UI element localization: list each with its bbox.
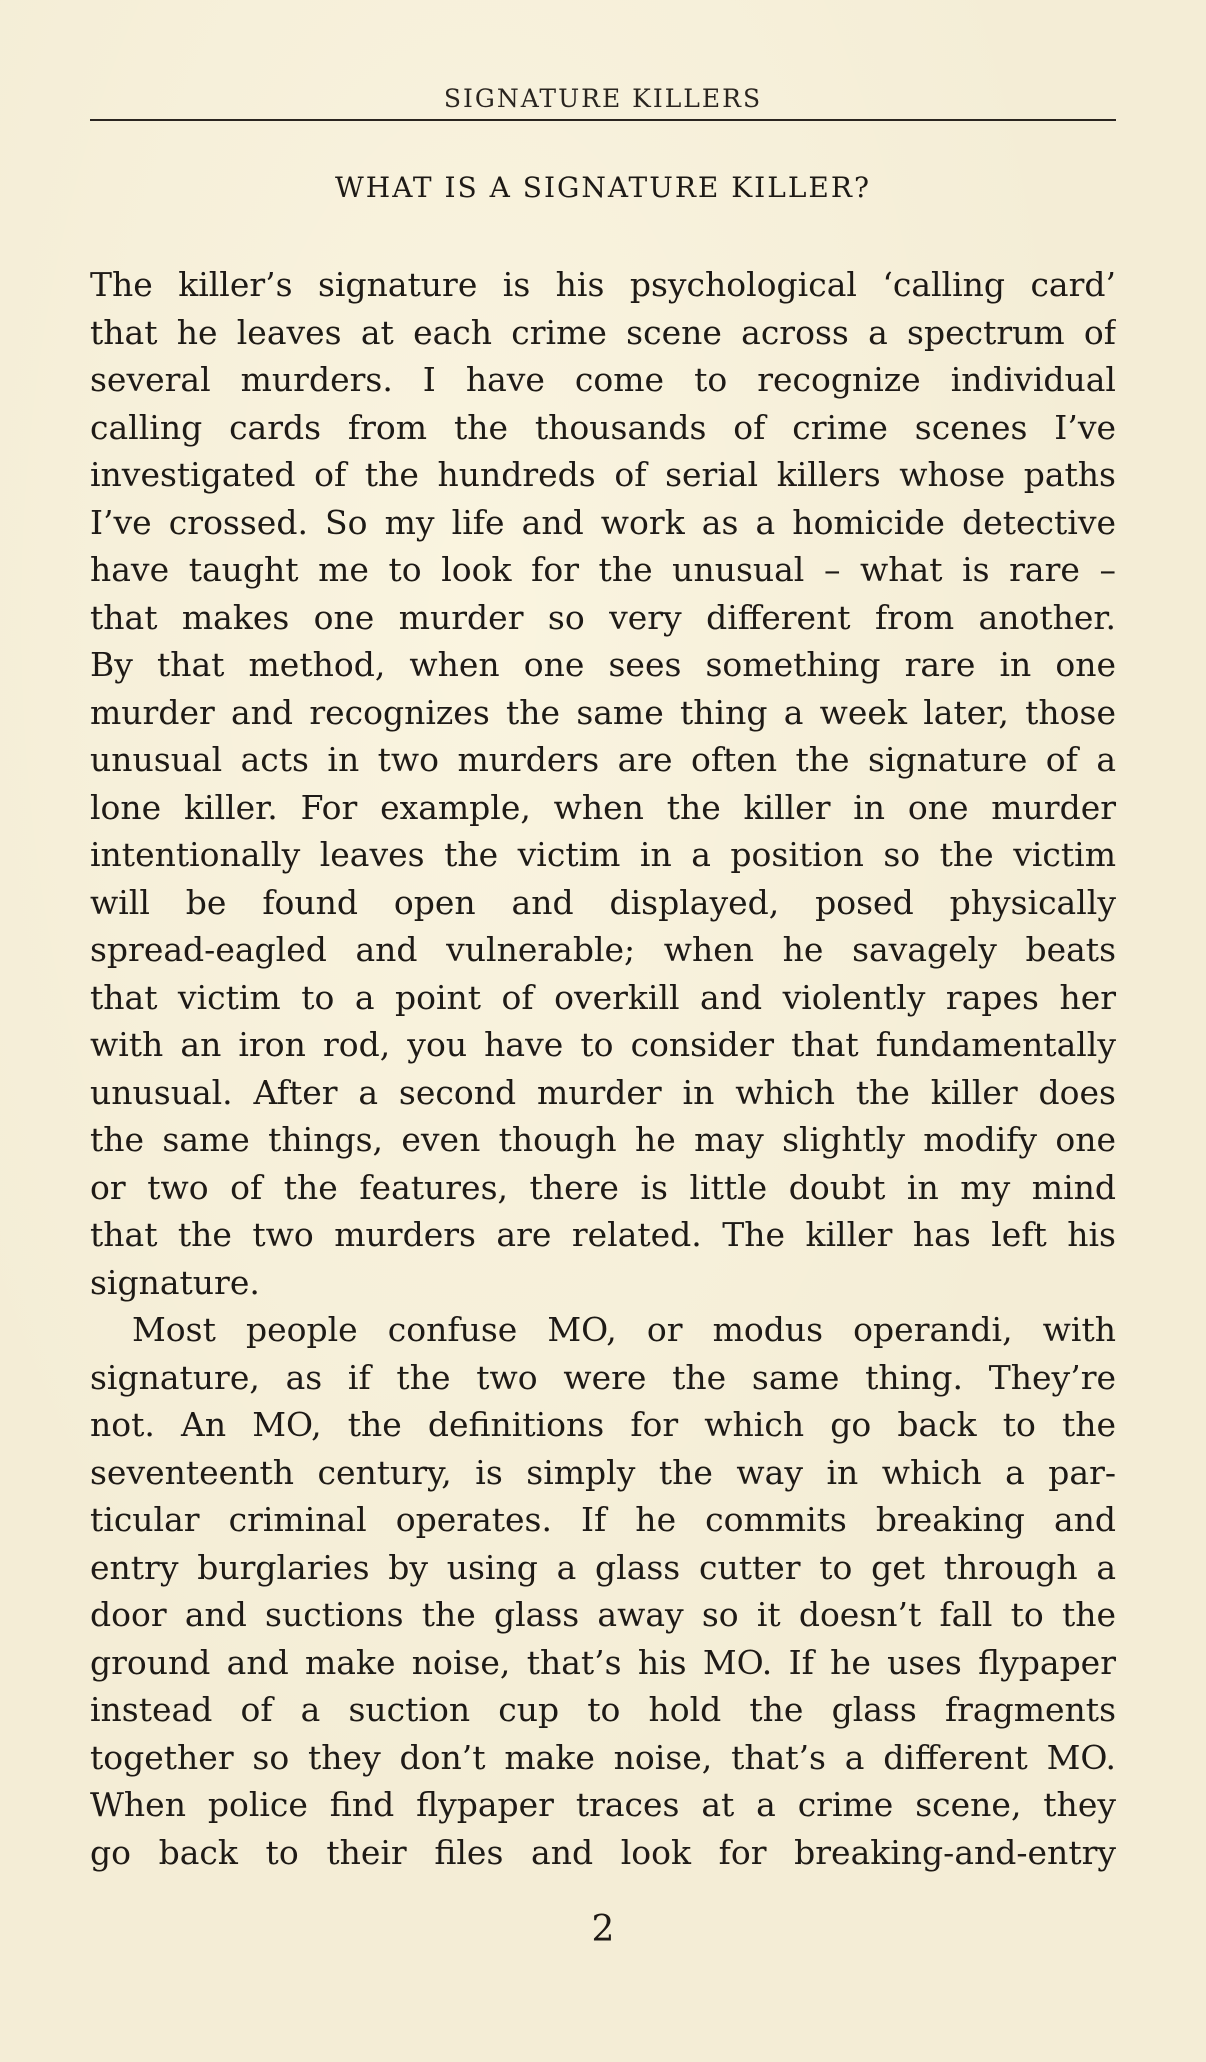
text-line: several murders. I have come to recognize individual [90,360,1116,399]
text-line: entry burglaries by using a glass cutter to get through a [90,1547,1116,1587]
text-line: murder and recognizes the same thing a week later, those [90,692,1116,732]
header-rule [90,119,1116,121]
body-text [90,261,1116,1876]
text-line: When police find flypaper traces at a crime scene, they [90,1785,1116,1824]
text-line: have taught me to look for the unusual – what is rare – [90,550,1116,589]
text-line: with an iron rod, you have to consider that fundamentally [90,1025,1116,1064]
text-line: that makes one murder so very different from another. [90,597,1116,637]
text-line: signature. [90,1262,260,1302]
text-line: calling cards from the thousands of crime scenes I’ve [90,407,1116,447]
paragraph-1 [90,261,1116,1306]
text-line: or two of the features, there is little doubt in my mind [90,1167,1116,1207]
paragraph-2 [90,1306,1116,1876]
text-line: that he leaves at each crime scene across a spectrum of [90,312,1116,352]
running-head: SIGNATURE KILLERS [443,84,763,113]
text-line: that victim to a point of overkill and violently rapes her [90,977,1116,1017]
text-line: intentionally leaves the victim in a position so the victim [90,835,1116,874]
text-line: together so they don’t make noise, that’s a different MO. [90,1737,1116,1777]
text-line: The killer’s signature is his psychological ‘calling card’ [90,265,1116,304]
text-line: spread-eagled and vulnerable; when he savagely beats [90,930,1116,969]
text-line: ticular criminal operates. If he commits breaking and [90,1500,1116,1539]
text-line: instead of a suction cup to hold the glass fragments [90,1690,1116,1729]
text-line: the same things, even though he may slightly modify one [90,1120,1116,1159]
text-line: signature, as if the two were the same thing. They’re [90,1357,1116,1397]
text-line: door and suctions the glass away so it doesn’t fall to the [90,1595,1116,1634]
section-title: WHAT IS A SIGNATURE KILLER? [335,171,871,204]
text-line: investigated of the hundreds of serial killers whose paths [90,455,1116,494]
text-line: unusual. After a second murder in which the killer does [90,1072,1116,1112]
page-number: 2 [591,1909,615,1950]
text-line: go back to their files and look for breaking-and-entry [90,1832,1116,1872]
text-line: ground and make noise, that’s his MO. If he uses flypaper [90,1642,1116,1682]
text-line: By that method, when one sees something rare in one [90,645,1116,684]
text-line: not. An MO, the definitions for which go back to the [90,1405,1116,1444]
text-line: Most people confuse MO, or modus operandi, with [132,1310,1116,1349]
text-line: lone killer. For example, when the killer in one murder [90,787,1116,827]
text-line: will be found open and displayed, posed physically [90,882,1116,922]
text-line: seventeenth century, is simply the way in which a par- [90,1452,1116,1492]
text-line: I’ve crossed. So my life and work as a homicide detective [90,502,1116,542]
text-line: that the two murders are related. The killer has left his [90,1215,1116,1254]
text-line: unusual acts in two murders are often the signature of a [90,740,1116,779]
